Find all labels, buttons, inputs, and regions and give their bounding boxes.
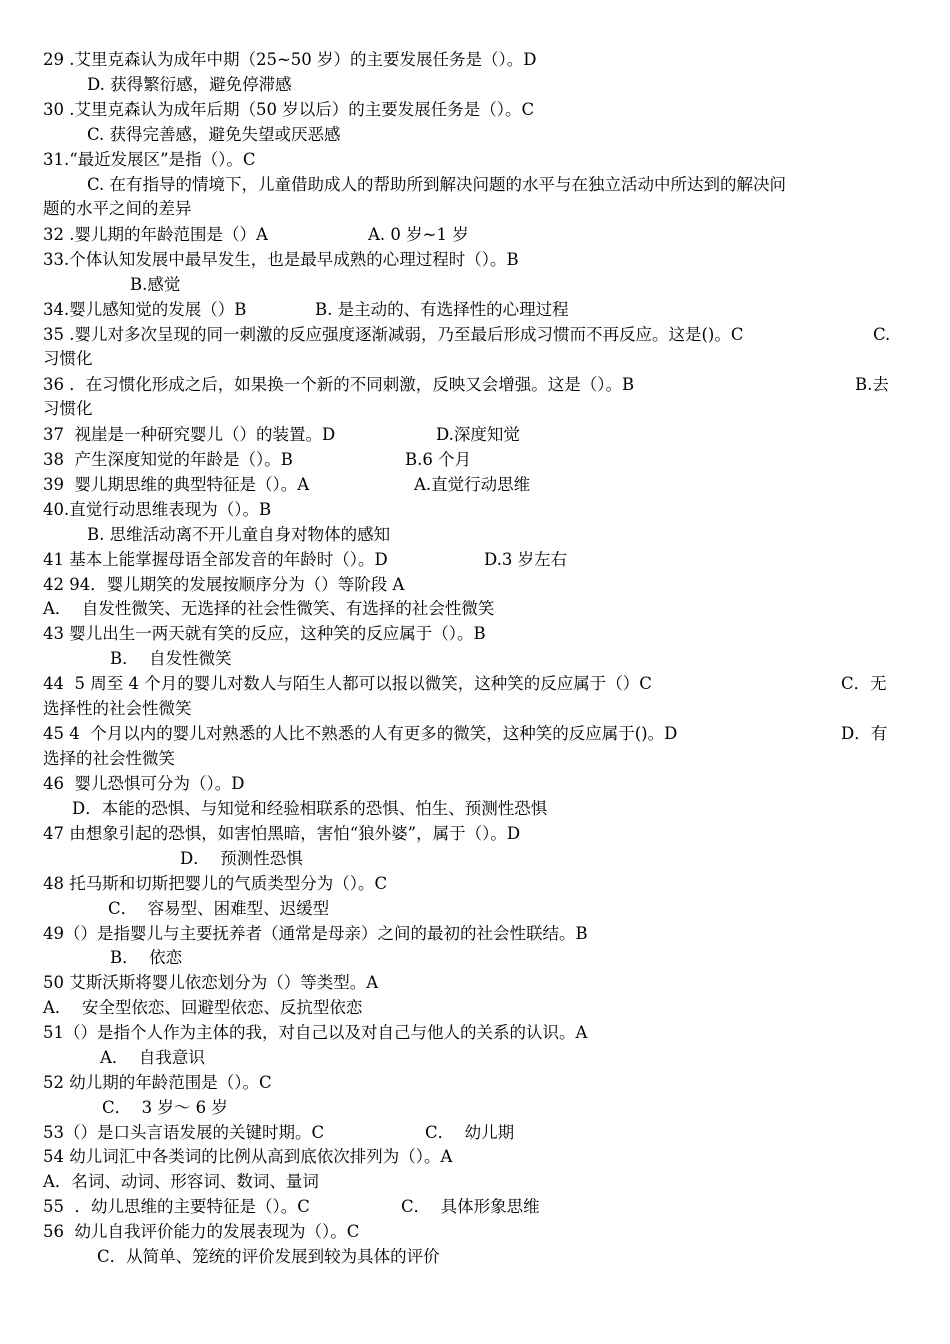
question-55: 55 ．幼儿思维的主要特征是（）。C [43,1197,310,1216]
question-51: 51（）是指个人作为主体的我，对自己以及对自己与他人的关系的认识。A [43,1023,588,1042]
question-30: 30 .艾里克森认为成年后期（50 岁以后）的主要发展任务是（）。C [43,100,535,119]
answer-51: A． 自我意识 [100,1048,205,1067]
question-29: 29 .艾里克森认为成年中期（25~50 岁）的主要发展任务是（）。D [43,50,537,69]
question-50: 50 艾斯沃斯将婴儿依恋划分为（）等类型。A [43,973,379,992]
answer-38: B.6 个月 [405,450,472,469]
answer-55: C． 具体形象思维 [401,1197,540,1216]
answer-46: D．本能的恐惧、与知觉和经验相联系的恐惧、怕生、预测性恐惧 [72,799,548,818]
answer-52: C． 3 岁～ 6 岁 [102,1098,228,1117]
question-41: 41 基本上能掌握母语全部发音的年龄时（）。D [43,550,388,569]
question-35: 35 .婴儿对多次呈现的同一刺激的反应强度逐渐减弱，乃至最后形成习惯而不再反应。这是()。C [43,325,744,344]
question-54: 54 幼儿词汇中各类词的比例从高到底依次排列为（）。A [43,1147,453,1166]
answer-54: A．名词、动词、形容词、数词、量词 [43,1172,319,1191]
answer-41: D.3 岁左右 [484,550,568,569]
answer-31: C. 在有指导的情境下，儿童借助成人的帮助所到解决问题的水平与在独立活动中所达到的解决问 [87,175,787,194]
question-32: 32 .婴儿期的年龄范围是（）A [43,225,268,244]
question-49: 49（）是指婴儿与主要抚养者（通常是母亲）之间的最初的社会性联结。B [43,924,588,943]
answer-50: A． 安全型依恋、回避型依恋、反抗型依恋 [43,998,363,1017]
answer-42: A． 自发性微笑、无选择的社会性微笑、有选择的社会性微笑 [43,599,495,618]
question-39: 39 婴儿期思维的典型特征是（）。A [43,475,310,494]
answer-31-cont: 题的水平之间的差异 [43,199,192,218]
answer-35-cont: 习惯化 [43,349,93,368]
question-44: 44 5 周至 4 个月的婴儿对数人与陌生人都可以报以微笑，这种笑的反应属于（）C [43,674,652,693]
answer-47: D． 预测性恐惧 [180,849,303,868]
answer-44-cont: 选择性的社会性微笑 [43,699,192,718]
question-33: 33.个体认知发展中最早发生，也是最早成熟的心理过程时（）。B [43,250,519,269]
answer-49: B． 依恋 [110,948,183,967]
answer-45: D．有 [841,724,888,743]
answer-37: D.深度知觉 [436,425,520,444]
answer-29: D. 获得繁衍感，避免停滞感 [87,75,292,94]
question-42: 42 94．婴儿期笑的发展按顺序分为（）等阶段 A [43,575,405,594]
question-31: 31.“最近发展区”是指（）。C [43,150,256,169]
answer-34: B. 是主动的、有选择性的心理过程 [315,300,569,319]
answer-39: A.直觉行动思维 [414,475,531,494]
answer-36-cont: 习惯化 [43,399,93,418]
question-47: 47 由想象引起的恐惧，如害怕黑暗，害怕“狼外婆”，属于（）。D [43,824,521,843]
answer-30: C. 获得完善感，避免失望或厌恶感 [87,125,341,144]
answer-43: B． 自发性微笑 [110,649,232,668]
answer-33: B.感觉 [130,275,181,294]
answer-44: C．无 [841,674,887,693]
question-43: 43 婴儿出生一两天就有笑的反应，这种笑的反应属于（）。B [43,624,486,643]
answer-48: C． 容易型、困难型、迟缓型 [108,899,330,918]
question-40: 40.直觉行动思维表现为（）。B [43,500,272,519]
question-48: 48 托马斯和切斯把婴儿的气质类型分为（）。C [43,874,388,893]
question-37: 37 视崖是一种研究婴儿（）的装置。D [43,425,336,444]
answer-56: C．从简单、笼统的评价发展到较为具体的评价 [97,1247,440,1266]
answer-32: A. 0 岁~1 岁 [368,225,469,244]
question-34: 34.婴儿感知觉的发展（）B [43,300,247,319]
answer-45-cont: 选择的社会性微笑 [43,749,175,768]
question-46: 46 婴儿恐惧可分为（）。D [43,774,245,793]
answer-35: C. [873,325,891,344]
answer-36: B.去 [855,375,889,394]
question-56: 56 幼儿自我评价能力的发展表现为（）。C [43,1222,360,1241]
answer-40: B. 思维活动离不开儿童自身对物体的感知 [87,525,391,544]
question-53: 53（）是口头言语发展的关键时期。C [43,1123,325,1142]
question-45: 45 4 个月以内的婴儿对熟悉的人比不熟悉的人有更多的微笑，这种笑的反应属于()。D [43,724,678,743]
question-38: 38 产生深度知觉的年龄是（）。B [43,450,293,469]
question-52: 52 幼儿期的年龄范围是（）。C [43,1073,272,1092]
answer-53: C． 幼儿期 [425,1123,515,1142]
question-36: 36 ．在习惯化形成之后，如果换一个新的不同刺激，反映又会增强。这是（）。B [43,375,635,394]
